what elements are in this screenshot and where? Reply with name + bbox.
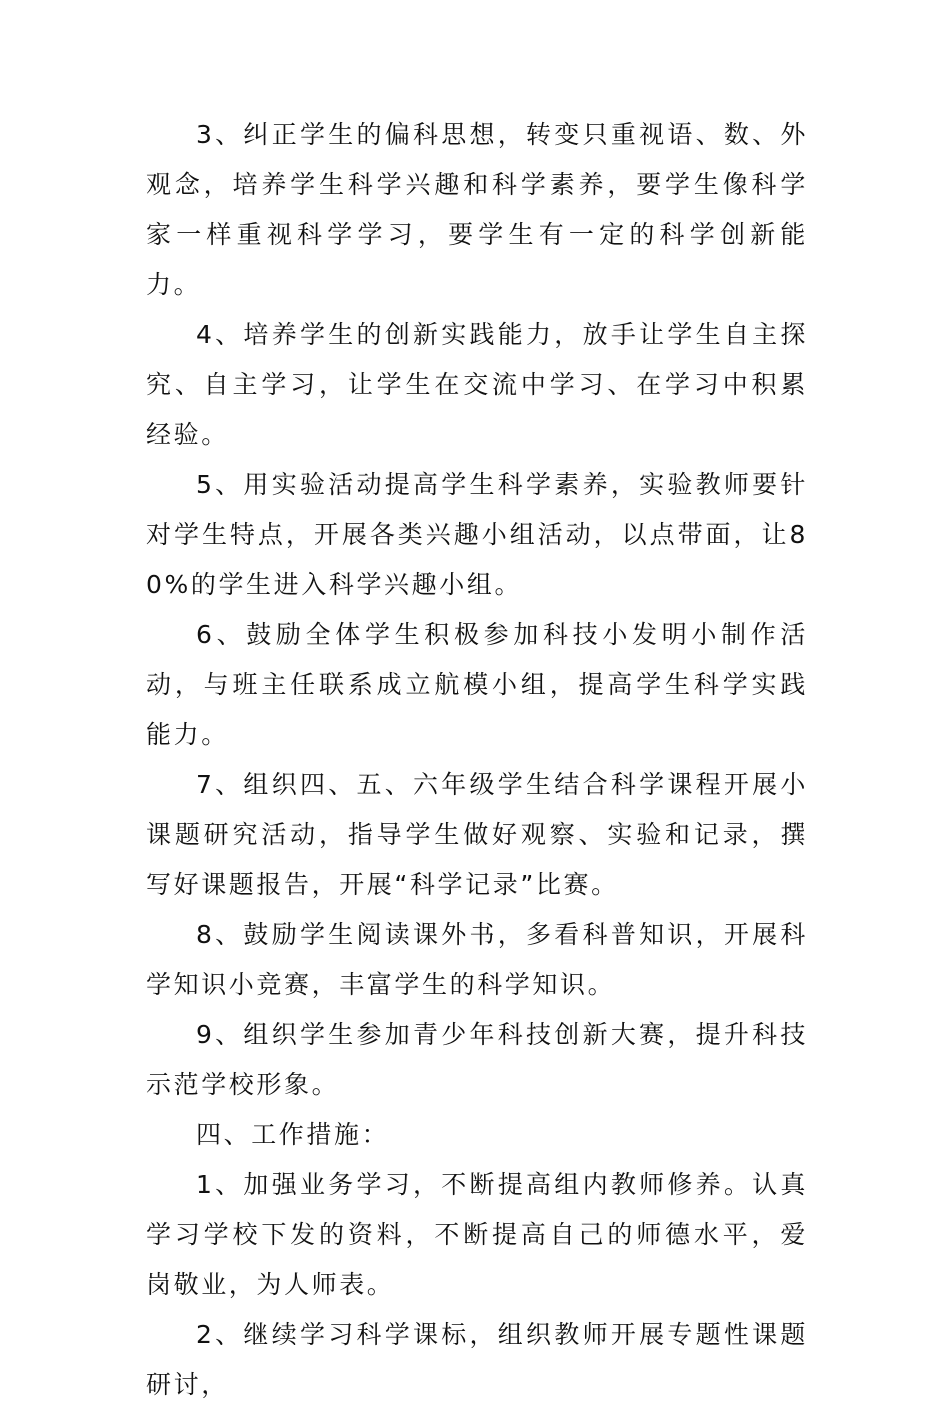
paragraph-item-8: 8、鼓励学生阅读课外书，多看科普知识，开展科学知识小竞赛，丰富学生的科学知识。 (146, 920, 808, 999)
measure-item-2: 2、继续学习科学课标，组织教师开展专题性课题研讨， (146, 1320, 808, 1399)
paragraph-item-4: 4、培养学生的创新实践能力，放手让学生自主探究、自主学习，让学生在交流中学习、在学习中积累经验。 (146, 320, 808, 449)
document-body (146, 110, 808, 1410)
paragraph-item-3: 3、纠正学生的偏科思想，转变只重视语、数、外观念，培养学生科学兴趣和科学素养，要学生像科学家一样重视科学学习，要学生有一定的科学创新能力。 (146, 120, 808, 299)
measure-item-1: 1、加强业务学习，不断提高组内教师修养。认真学习学校下发的资料，不断提高自己的师德水平，爱岗敬业，为人师表。 (146, 1170, 808, 1299)
paragraph-item-7: 7、组织四、五、六年级学生结合科学课程开展小课题研究活动，指导学生做好观察、实验和记录，撰写好课题报告，开展“科学记录”比赛。 (146, 770, 808, 899)
section-heading-work-measures: 四、工作措施： (196, 1120, 390, 1149)
paragraph-item-9: 9、组织学生参加青少年科技创新大赛，提升科技示范学校形象。 (146, 1020, 808, 1099)
paragraph-item-5: 5、用实验活动提高学生科学素养，实验教师要针对学生特点，开展各类兴趣小组活动，以点带面，让80%的学生进入科学兴趣小组。 (146, 470, 808, 599)
paragraph-item-6: 6、鼓励全体学生积极参加科技小发明小制作活动，与班主任联系成立航模小组，提高学生科学实践能力。 (146, 620, 808, 749)
